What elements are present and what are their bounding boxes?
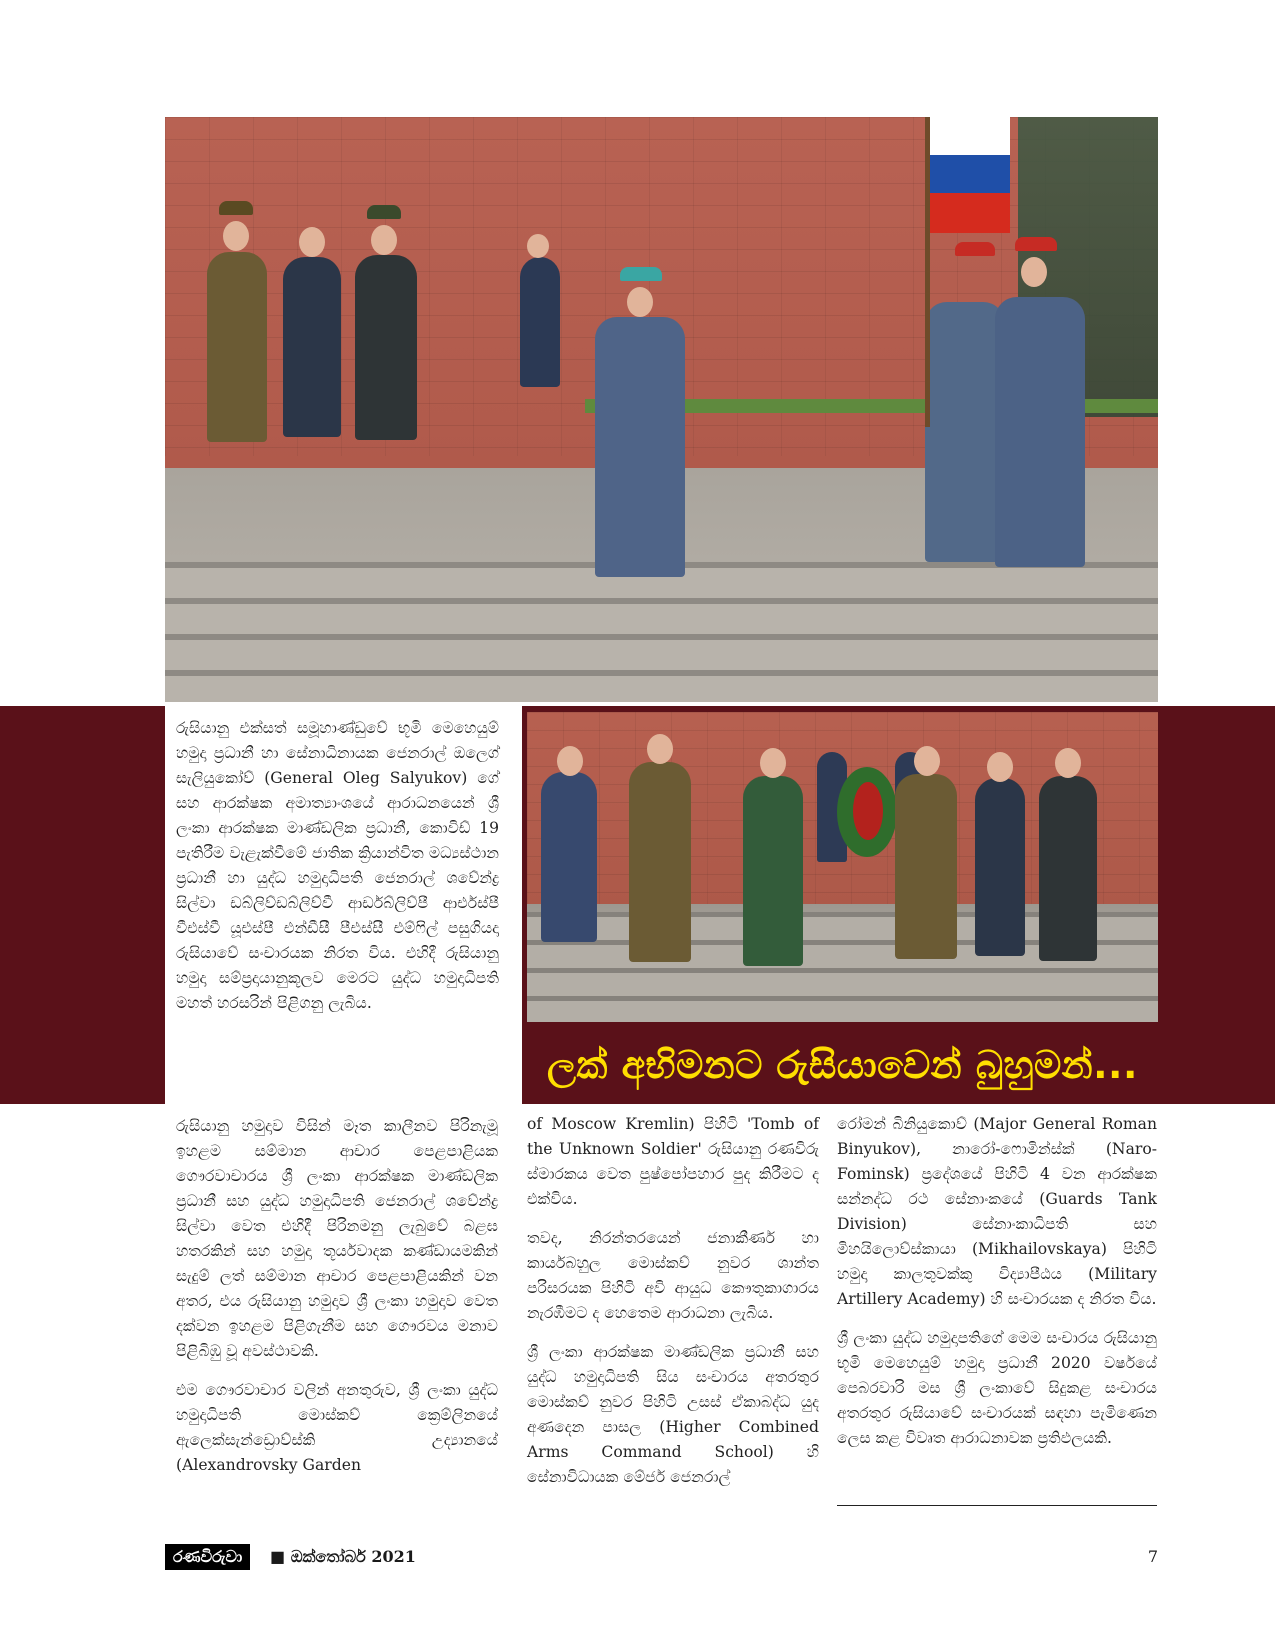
paragraph: එම ගෞරවාචාර වලින් අනතුරුව, ශ්‍රී ලංකා යුද්ධ හමුදාධිපති මොස්කව් ක්‍රෙම්ලිනයේ ඇලෙක්සැන්ඩ්‍රොව්ස්කි උද්‍යානයේ (Alexandrovsky Garden xyxy=(176,1381,498,1474)
wreath-ceremony-photo xyxy=(527,712,1158,1022)
headline: ලක් අභිමනට රුසියාවෙන් බුහුමන්... xyxy=(547,1042,1138,1087)
body-column-1 xyxy=(176,1114,498,1492)
paragraph: තවද, නිරන්තරයෙන් ජනාකීර්ණ හා කාර්යබහුල මොස්කව් නුවර ශාන්ත පරිසරයක පිහිටි අවි ආයුධ කෞතුකාගාරය නැරඹීමට ද හෙතෙම ආරාධනා ලැබිය. xyxy=(527,1229,819,1322)
body-column-3 xyxy=(837,1112,1157,1465)
top-photo-honor-guard xyxy=(165,117,1158,702)
paragraph: ශ්‍රී ලංකා ආරක්ෂක මාණ්ඩලික ප්‍රධානී සහ යුද්ධ හමුදාධිපති සිය සංචාරය අතරතුර මොස්කව් නුවර පිහිටි උසස් ඒකාබද්ධ යුද අණදෙන පාසල (Higher Combined Arms Command School) හි සේනාවිධායක මේජර් ජෙනරාල් xyxy=(527,1343,819,1486)
paragraph: of Moscow Kremlin) පිහිටි 'Tomb of the Unknown Soldier' රුසියානු රණවිරු ස්මාරකය වෙත පුෂ්පෝපහාර පුද කිරීමට ද එක්විය. xyxy=(527,1115,819,1208)
body-column-2 xyxy=(527,1112,819,1504)
page-number: 7 xyxy=(1147,1547,1158,1566)
intro-text: රුසියානු එක්සත් සමූහාණ්ඩුවේ භූමි මෙහෙයුම් හමුදා ප්‍රධානී හා සේනාධිනායක ජෙනරාල් ඔලෙග් සැලියුකෝව් (General Oleg Salyukov) ගේ සහ ආරක්ෂක අමාත්‍යාංශයේ ආරාධනයෙන් ශ්‍රී ලංකා ආරක්ෂක මාණ්ඩලික ප්‍රධානී, කොවිඩ් 19 පැතිරීම වැළැක්වීමේ ජාතික ක්‍රියාන්විත මධ්‍යස්ථාන ප්‍රධානී හා යුද්ධ හමුදාධිපති ජෙනරාල් ශවේන්ද්‍ර සිල්වා ඩබ්ලිව්ඩබ්ලිව්වී ආර්ඩබ්ලිව්පී ආර්එස්පී වීඑස්වී යූඑස්පී එන්ඩීසී පීඑස්සී එම්ෆිල් පසුගියදා රුසියාවේ සංචාරයක නිරත විය. එහිදී රුසියානු හමුදා සම්ප්‍රදායානුකූලව මෙරට යුද්ධ හමුදාධිපති මහත් හරසරින් පිළිගනු ලැබිය. xyxy=(176,719,499,1012)
page-footer xyxy=(165,1544,1158,1570)
issue-date: ■ ඔක්තෝබර් 2021 xyxy=(270,1547,416,1566)
intro-paragraph xyxy=(176,716,499,1030)
column-end-rule xyxy=(837,1505,1157,1506)
paragraph: රෝමන් බිනියුකොව් (Major General Roman Binyukov), නාරෝ-ෆොමින්ස්ක් (Naro-Fominsk) ප්‍රදේශයේ පිහිටි 4 වන ආරක්ෂක සන්නද්ධ රථ සේනාංකයේ (Guards Tank Division) සේනාංකාධිපති සහ මිහයිලොව්ස්කායා (Mikhailovskaya) පිහිටි හමුදා කාලතුවක්කු විද්‍යාපීඨය (Military Artillery Academy) හි සංචාරයක ද නිරත විය. xyxy=(837,1115,1157,1308)
paragraph: ශ්‍රී ලංකා යුද්ධ හමුදාපතිගේ මෙම සංචාරය රුසියානු භූමි මෙහෙයුම් හමුදා ප්‍රධානී 2020 වර්ෂයේ පෙබරවාරි මස ශ්‍රී ලංකාවේ සිදුකළ සංචාරය අතරතුර රුසියාවේ සංචාරයක් සඳහා පැමිණෙන ලෙස කළ විවෘත ආරාධනාවක ප්‍රතිඵලයකි. xyxy=(837,1329,1157,1447)
magazine-name: රණවිරුවා xyxy=(165,1544,250,1570)
paragraph: රුසියානු හමුදාව විසින් මෑත කාලීනව පිරිනැමූ ඉහළම සම්මාන ආචාර පෙළපාළියක ගෞරවාචාරය ශ්‍රී ලංකා ආරක්ෂක මාණ්ඩලික ප්‍රධානී සහ යුද්ධ හමුදාධිපති ජෙනරාල් ශවේන්ද්‍ර සිල්වා වෙත එහිදී පිරිනමනු ලැබුවේ බළඝ හතරකින් සහ හමුදා තූර්යවාදක කණ්ඩායමකින් සැදුම් ලත් සම්මාන ආචාර පෙළපාළියකින් වන අතර, එය රුසියානු හමුදාව ශ්‍රී ලංකා හමුදාව වෙත දක්වන ඉහළම පිළිගැනීම සහ ගෞරවය මනාව පිළිබිඹු වූ අවස්ථාවකි. xyxy=(176,1117,498,1360)
